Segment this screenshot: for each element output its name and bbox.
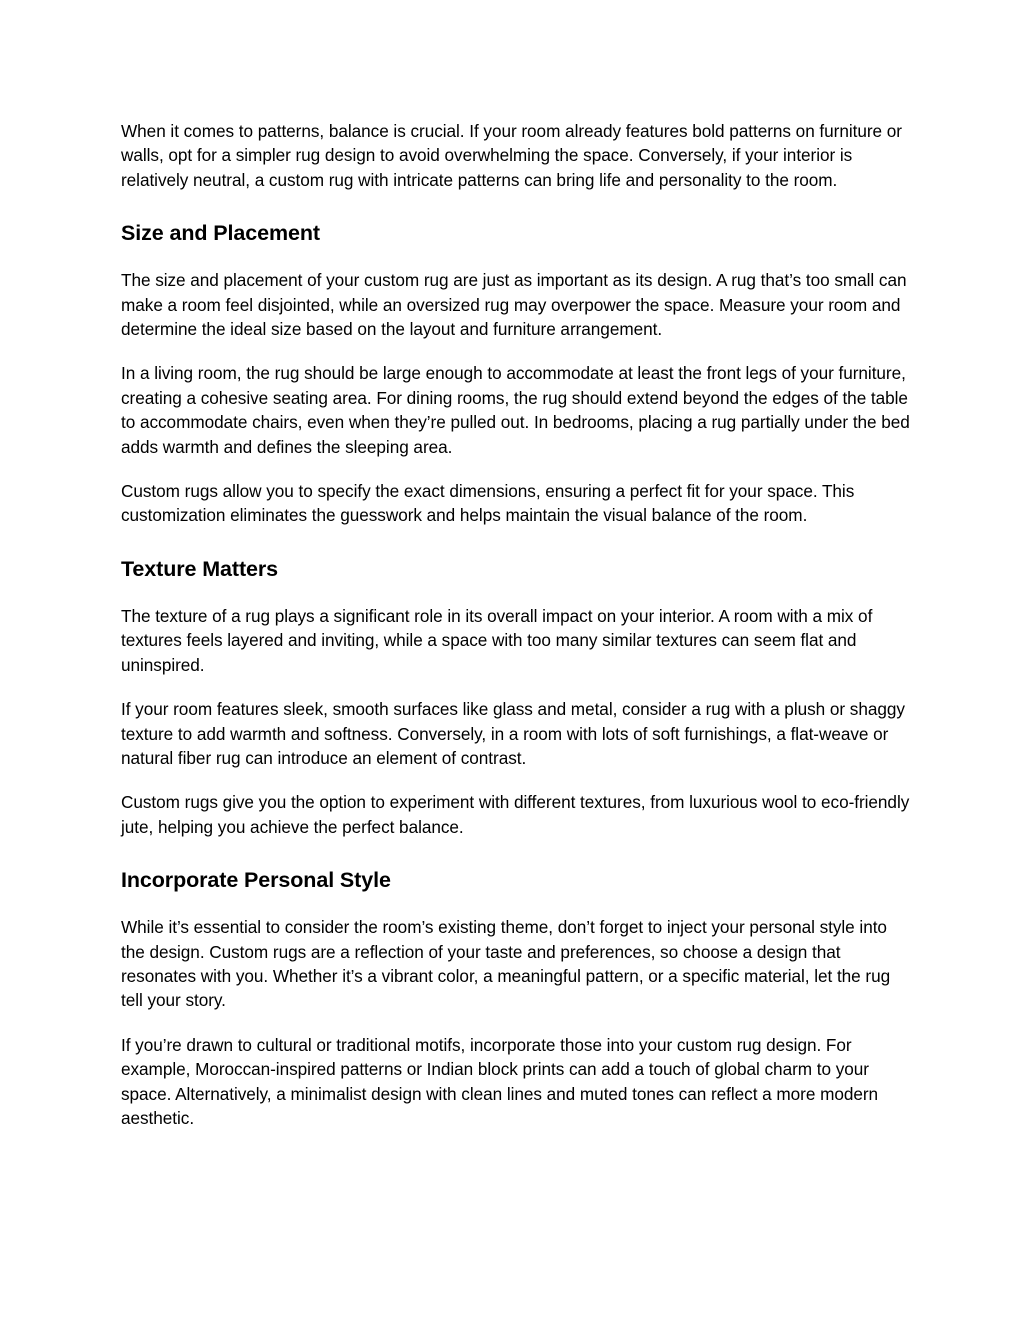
- paragraph: In a living room, the rug should be large enough to accommodate at least the front legs of your furniture, creating a cohesive seating area. For dining rooms, the rug should extend beyond the edges of the table to accommodate chairs, even when they’re pulled out. In bedrooms, placing a rug partially under the bed adds warmth and defines the sleeping area.: [121, 363, 910, 457]
- paragraph: Custom rugs allow you to specify the exact dimensions, ensuring a perfect fit for your space. This customization eliminates the guesswork and helps maintain the visual balance of the room.: [121, 481, 855, 526]
- document-page: [121, 119, 911, 1150]
- section-heading-incorporate-personal-style: Incorporate Personal Style: [121, 868, 391, 893]
- paragraph: If you’re drawn to cultural or traditional motifs, incorporate those into your custom rug design. For example, Moroccan-inspired patterns or Indian block prints can add a touch of global charm to your space. Alternatively, a minimalist design with clean lines and muted tones can reflect a more modern aesthetic.: [121, 1034, 879, 1128]
- paragraph: The size and placement of your custom rug are just as important as its design. A rug that’s too small can make a room feel disjointed, while an oversized rug may overpower the space. Measure your room and determine the ideal size based on the layout and furniture arrangement.: [121, 270, 907, 340]
- section-heading-texture-matters: Texture Matters: [121, 556, 279, 581]
- section-heading-size-and-placement: Size and Placement: [121, 221, 320, 246]
- intro-paragraph: When it comes to patterns, balance is crucial. If your room already features bold patterns on furniture or walls, opt for a simpler rug design to avoid overwhelming the space. Conversely, if your interior is relatively neutral, a custom rug with intricate patterns can bring life and personality to the room.: [121, 121, 902, 190]
- paragraph: While it’s essential to consider the room’s existing theme, don’t forget to inject your personal style into the design. Custom rugs are a reflection of your taste and preferences, so choose a design that resonates with you. Whether it’s a vibrant color, a meaningful pattern, or a specific material, let the rug tell your story.: [121, 917, 891, 1011]
- paragraph: Custom rugs give you the option to experiment with different textures, from luxurious wool to eco-friendly jute, helping you achieve the perfect balance.: [121, 792, 910, 837]
- paragraph: The texture of a rug plays a significant role in its overall impact on your interior. A room with a mix of textures feels layered and inviting, while a space with too many similar textures can seem flat and uninspired.: [121, 605, 873, 675]
- paragraph: If your room features sleek, smooth surfaces like glass and metal, consider a rug with a plush or shaggy texture to add warmth and softness. Conversely, in a room with lots of soft furnishings, a flat-weave or natural fiber rug can introduce an element of contrast.: [121, 699, 905, 768]
